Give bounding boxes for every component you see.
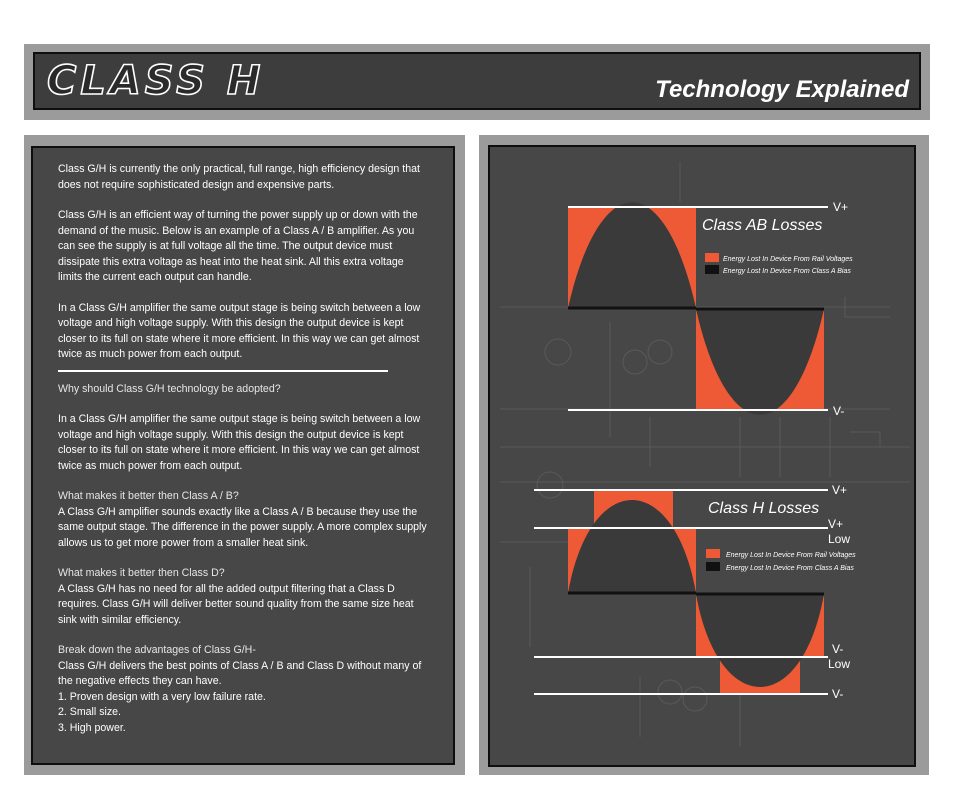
- diagram-inner-panel: [488, 145, 916, 767]
- paragraph-class-gh-explain-repeat: In a Class G/H amplifier the same output stage is being switch between a low voltage and high voltage supply. With this design the output device is kept closer to its full on state where it more efficient. In this way we can get almost twice as much power from each output.: [58, 413, 421, 472]
- h-v-minus-label: V-: [832, 687, 844, 701]
- question-vs-class-ab: What makes it better then Class A / B?: [58, 490, 239, 502]
- diagram-panel: [479, 135, 929, 775]
- paragraph-vs-class-d: A Class G/H has no need for all the added output filtering that a Class D requires. Class G/H will deliver better sound quality from the same size heat sink with similar efficiency.: [58, 582, 414, 626]
- header-banner: [24, 44, 930, 120]
- paragraph-intro: Class G/H is currently the only practical, full range, high efficiency design that does not require sophisticated design and expensive parts.: [58, 163, 420, 191]
- h-legend-swatch-bias: [706, 562, 720, 571]
- article-panel: [24, 135, 465, 775]
- h-legend-rail: Energy Lost In Device From Rail Voltages: [726, 552, 856, 559]
- h-legend-swatch-rail: [706, 549, 720, 558]
- list-item: 1. Proven design with a very low failure rate.: [58, 690, 266, 703]
- list-item: 3. High power.: [58, 721, 126, 734]
- h-v-plus-low-label: V+: [828, 517, 844, 531]
- h-negative-half-wave: [696, 594, 824, 687]
- h-v-minus-low-label-2: Low: [828, 657, 851, 671]
- question-why-adopt: Why should Class G/H technology be adopted?: [58, 382, 281, 395]
- class-losses-diagram: [490, 147, 916, 767]
- list-item: 2. Small size.: [58, 706, 121, 718]
- ab-v-minus-label: V-: [833, 404, 845, 418]
- h-positive-half-wave: [568, 500, 696, 593]
- section-divider: [58, 370, 388, 372]
- paragraph-advantages: Class G/H delivers the best points of Class A / B and Class D without many of the negative effects they can have.: [58, 659, 422, 687]
- h-v-plus-label: V+: [832, 483, 848, 497]
- h-legend-bias: Energy Lost In Device From Class A Bias: [726, 565, 854, 572]
- article-inner-panel: [31, 146, 455, 765]
- h-v-minus-low-label: V-: [832, 642, 844, 656]
- h-title: Class H Losses: [708, 500, 820, 517]
- page-subtitle: Technology Explained: [655, 76, 909, 103]
- ab-title: Class AB Losses: [702, 217, 823, 234]
- question-vs-class-d: What makes it better then Class D?: [58, 567, 225, 579]
- header-inner-panel: [33, 52, 921, 110]
- ab-legend-bias: Energy Lost In Device From Class A Bias: [723, 268, 851, 275]
- ab-legend-rail: Energy Lost In Device From Rail Voltages: [723, 256, 853, 263]
- article-text: [58, 162, 428, 736]
- class-h-chart: [534, 483, 856, 701]
- question-advantages: Break down the advantages of Class G/H-: [58, 644, 256, 656]
- h-v-plus-low-label-2: Low: [828, 532, 851, 546]
- paragraph-vs-class-ab: A Class G/H amplifier sounds exactly like a Class A / B because they use the same output stage. The difference in the power supply. A more complex supply allows us to get more power from a smaller heat sink.: [58, 505, 427, 549]
- class-ab-chart: [568, 200, 853, 418]
- paragraph-class-ab-example: Class G/H is an efficient way of turning the power supply up or down with the demand of the music. Below is an example of a Class A / B amplifier. As you can see the supply is at full voltage all the time. The output device must dissipate this extra voltage as heat into the heat sink. All this extra voltage limits the current each output can handle.: [58, 209, 418, 283]
- ab-legend-swatch-bias: [705, 265, 719, 274]
- paragraph-class-gh-explain: In a Class G/H amplifier the same output stage is being switch between a low voltage and high voltage supply. With this design the output device is kept closer to its full on state where it more efficient. In this way we can get almost twice as much power from each output.: [58, 301, 421, 360]
- ab-v-plus-label: V+: [833, 200, 849, 214]
- page-title: CLASS H: [47, 58, 265, 104]
- ab-legend-swatch-rail: [705, 253, 719, 262]
